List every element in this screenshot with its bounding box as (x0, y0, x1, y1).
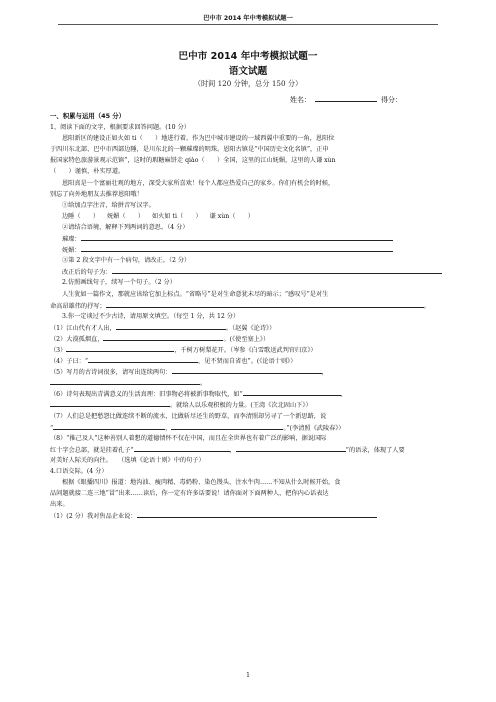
answer-blank[interactable] (171, 422, 283, 430)
answer-blank[interactable] (106, 300, 424, 308)
answer-label: 红十字会总部，就是挂着孔子“ (50, 446, 134, 454)
passage-line: 对美好人际关的向往。 （选填《论语十则》中的句子） (50, 456, 205, 464)
pinyin-item: 如火如 ti（ ） (152, 212, 202, 220)
pinyin-item: 边陲（ ） (62, 212, 100, 220)
answer-suffix: ，千树万树梨花开。（岑参《白雪歌送武判官归京》） (174, 346, 317, 354)
answer-label: （1）江山代有才人出， (50, 324, 116, 332)
page-number: 1 (246, 672, 250, 679)
answer-label: 命高昂雄伟的抒写； (50, 302, 106, 310)
answer-blank[interactable] (243, 388, 341, 396)
score-label: 得分： (381, 96, 402, 104)
question-1: 1、阅读下面的文字，根据要求回答问题。(10 分） (50, 124, 190, 132)
answer-blank[interactable] (88, 355, 198, 363)
subquestion: ③第 2 段文字中有一个病句，请改正。（2 分） (62, 257, 191, 265)
page-header (0, 0, 496, 28)
pinyin-row (50, 211, 452, 222)
answer-blank[interactable] (134, 444, 230, 452)
exam-title: 巴中市 2014 年中考模拟试题一 (178, 51, 318, 62)
answer-blank[interactable] (116, 322, 226, 330)
passage-line: 人生犹如一篇作文，那就应该给它加上标点。“省略号”是对生命意犹未尽的暗示；“感叹号”是对生 (62, 290, 329, 298)
answer-label: 璀璨： (62, 236, 81, 244)
answer-suffix: ”的语录，体现了人要 (345, 446, 405, 454)
passage-line: 于四川东北部、巴中市西部边陲，是川东北的一颗璀璨的明珠。恩阳古镇是“中国历史文化名镇”，正申 (50, 146, 329, 154)
pinyin-item: 谦 xùn（ ） (209, 212, 254, 220)
question-3: 3.你一定谈过不少古诗，请用原文填空。（每空 1 分，共 12 分） (62, 312, 240, 320)
header-divider (58, 24, 438, 25)
answer-label: （1）(2 分）我对售品企业说： (50, 513, 137, 521)
answer-label: （4）子曰：“ (50, 358, 89, 366)
answer-blank[interactable] (81, 244, 393, 252)
answer-row (50, 244, 452, 255)
passage-line: 报国家特色旅游景观示范镇”，这时的瑕糖麻饼走 qiào（ ）全国，这里的江山妩媚，这里的人谦 xùn (50, 157, 336, 165)
answer-blank[interactable] (50, 399, 170, 407)
answer-blank[interactable] (53, 422, 165, 430)
answer-label: 妩媚： (62, 247, 81, 255)
answer-suffix: 。（赵翼《论诗》） (225, 324, 276, 332)
answer-suffix: 。(《使至塞上》） (223, 335, 270, 343)
answer-row: （5）写月的古诗词很多，请写出连续两句： ， (50, 366, 452, 377)
passage-line: 别忘了向外地朋友去推荐恩阳哦！ (50, 190, 143, 198)
question-4: 4.口语交际。(4 分） (50, 468, 108, 475)
answer-row (50, 333, 452, 344)
question-2: 2.仿照画线句子，续写一个句子。（2 分） (62, 279, 176, 287)
answer-row (50, 399, 452, 410)
answer-row (50, 322, 452, 333)
answer-row: 命高昂雄伟的抒写； 。 (50, 300, 452, 311)
name-score-bar (290, 95, 402, 105)
name-blank[interactable] (315, 101, 377, 102)
passage-line: 出来。 (50, 501, 69, 509)
passage-line: （7）人们总是把愁怨比做连续不断的流水，比做斩尽还生的野草，而李清照却另寻了一个新思路，说 (50, 412, 327, 420)
exam-info: （时间 120 分钟，总分 150 分） (193, 79, 303, 88)
answer-row (50, 510, 452, 521)
answer-row (50, 355, 452, 366)
answer-row: （6）诗句表现出青满意义的生活真理：旧事物必将被新事物取代，如“ ， (50, 388, 452, 399)
answer-label: （5）写月的古诗词很多，请写出连续两句： (50, 369, 172, 377)
passage-line: （8）“推己及人”这种善别人着想的道德情怀不仅在中国，而且在全世界也有着广泛的影响，据说国际 (50, 434, 327, 442)
passage-line: 恩阳新区的建设正如火如 ti（ ）地进行着，作为巴中城市建设的一域西翼中重要的一角，恩阳位 (62, 135, 335, 143)
section-heading: 一、积累与运用（45 分） (50, 112, 126, 120)
answer-row (50, 233, 452, 244)
passage-line: 品问题就接二连三地“冒”出来……读后，你一定有许多话要说！请你面对下面两种人，把你内心话表达 (50, 490, 329, 498)
answer-blank[interactable] (172, 366, 322, 374)
answer-row: 。 (50, 377, 452, 388)
answer-row (50, 266, 452, 277)
answer-row: “ ， 。”(李清照《武陵春》） (50, 422, 452, 433)
subquestion: ①给加点字注音，给拼音写汉字。 (62, 201, 155, 209)
answer-blank[interactable] (81, 233, 393, 241)
header-text: 巴中市 2014 年中考模拟试题一 (203, 15, 293, 22)
passage-line: （ ）谨慎，朴实厚道。 (50, 168, 125, 176)
answer-suffix: ，见不贤而自省也”。(《论语十则》） (198, 358, 297, 366)
answer-suffix: 。就给人以乐观积极的力量。(王湾《次北固山下》） (170, 402, 312, 410)
answer-suffix: 。”(李清照《武陵春》） (283, 424, 345, 432)
answer-blank[interactable] (50, 377, 200, 385)
subquestion: ②请结合语境，解释下列两词的意思。（4 分） (62, 223, 189, 231)
answer-blank[interactable] (66, 344, 174, 352)
answer-blank[interactable] (103, 333, 223, 341)
pinyin-item: 妩媚（ ） (107, 212, 145, 220)
exam-body (50, 111, 452, 521)
answer-blank[interactable] (236, 444, 346, 452)
exam-subject: 语文试题 (228, 66, 268, 77)
answer-label: 改正后的句子为： (62, 269, 112, 277)
answer-blank[interactable] (112, 266, 442, 274)
answer-label: （3） (50, 346, 67, 354)
passage-line: 恩阳真是一个富丽壮观的地方，深受大家所喜欢！每个人都应热爱自己的家乡。你们有机会的时候， (62, 179, 335, 187)
answer-blank[interactable] (137, 510, 377, 518)
passage-line: 根据《眼播四川》报道：地沟油、瘦肉精、毒奶粉、染色馒头、注水牛肉……不知从什么时候开始，食 (62, 479, 341, 487)
answer-label: （2）大漠孤烟直， (50, 335, 104, 343)
name-label: 姓名： (290, 96, 311, 104)
answer-row: 红十字会总部，就是挂着孔子“ ， ”的语录，体现了人要 (50, 444, 452, 455)
answer-row (50, 344, 452, 355)
answer-label: （6）诗句表现出青满意义的生活真理：旧事物必将被新事物取代，如“ (50, 391, 243, 399)
